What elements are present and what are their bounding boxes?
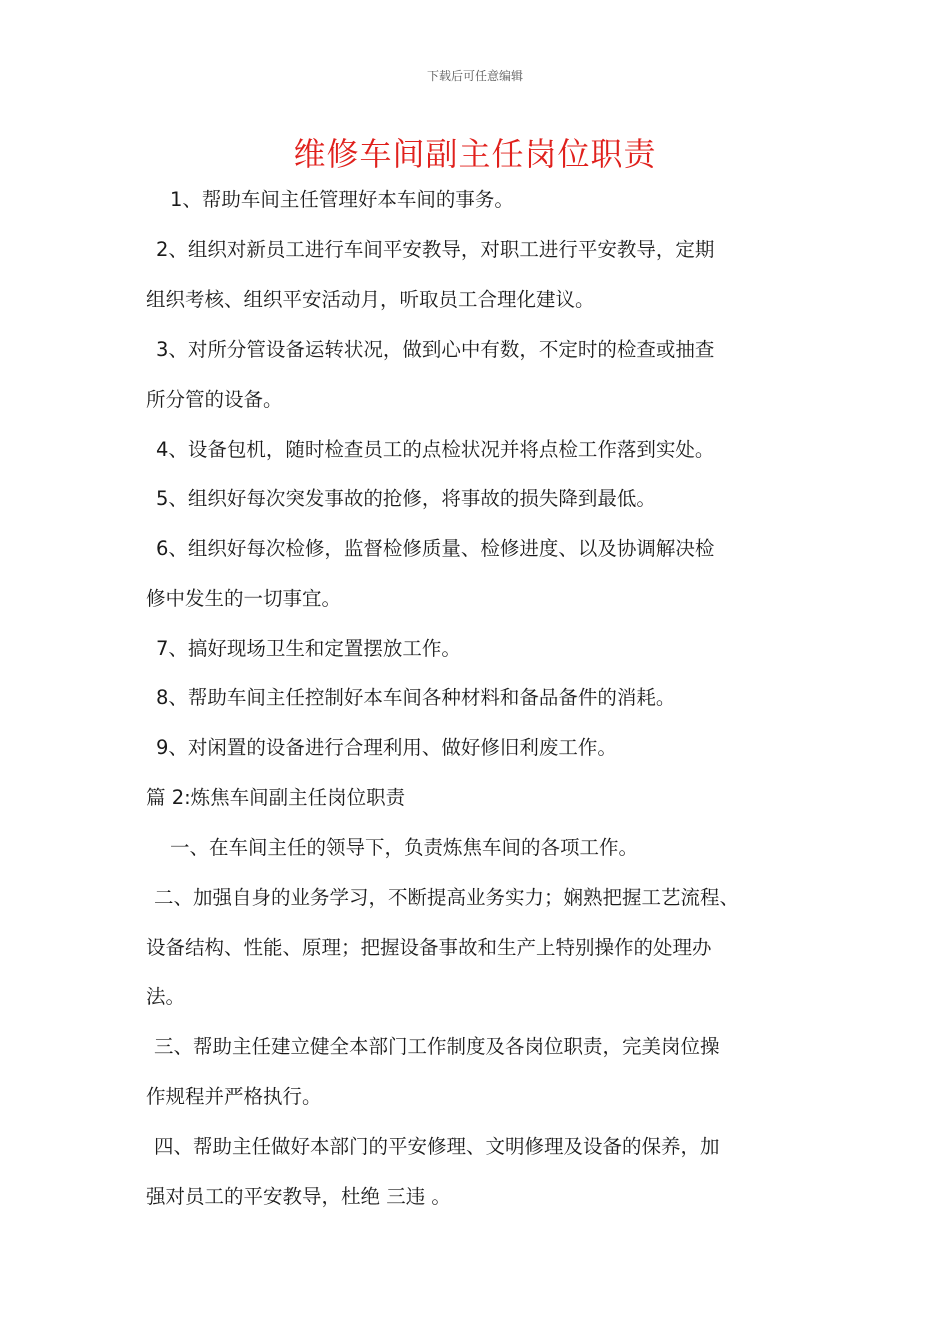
- paragraph-line: 修中发生的一切事宜。: [146, 587, 342, 610]
- paragraph-line: 组织考核、组织平安活动月，听取员工合理化建议。: [146, 288, 595, 311]
- section-heading: 篇 2:炼焦车间副主任岗位职责: [146, 786, 406, 809]
- paragraph-line: 5、组织好每次突发事故的抢修，将事故的损失降到最低。: [156, 487, 656, 510]
- paragraph-line: 所分管的设备。: [146, 388, 283, 411]
- paragraph-line: 三、帮助主任建立健全本部门工作制度及各岗位职责，完美岗位操: [154, 1035, 720, 1058]
- paragraph-line: 一、在车间主任的领导下，负责炼焦车间的各项工作。: [170, 836, 639, 859]
- paragraph-line: 法。: [146, 985, 186, 1008]
- paragraph-line: 1、帮助车间主任管理好本车间的事务。: [170, 188, 514, 211]
- paragraph-line: 二、加强自身的业务学习，不断提高业务实力；娴熟把握工艺流程、: [154, 886, 740, 909]
- paragraph-line: 作规程并严格执行。: [146, 1085, 322, 1108]
- paragraph-line: 四、帮助主任做好本部门的平安修理、文明修理及设备的保养，加: [154, 1135, 720, 1158]
- paragraph-line: 6、组织好每次检修，监督检修质量、检修进度、以及协调解决检: [156, 537, 715, 560]
- paragraph-line: 9、对闲置的设备进行合理利用、做好修旧利废工作。: [156, 736, 617, 759]
- paragraph-line: 强对员工的平安教导，杜绝 三违 。: [146, 1185, 451, 1208]
- paragraph-line: 3、对所分管设备运转状况，做到心中有数，不定时的检查或抽查: [156, 338, 715, 361]
- paragraph-line: 4、设备包机，随时检查员工的点检状况并将点检工作落到实处。: [156, 438, 715, 461]
- paragraph-line: 7、搞好现场卫生和定置摆放工作。: [156, 637, 461, 660]
- header-note: 下载后可任意编辑: [426, 69, 523, 83]
- document-title: 维修车间副主任岗位职责: [293, 135, 657, 173]
- paragraph-line: 8、帮助车间主任控制好本车间各种材料和备品备件的消耗。: [156, 686, 676, 709]
- paragraph-line: 2、组织对新员工进行车间平安教导，对职工进行平安教导，定期: [156, 238, 715, 261]
- paragraph-line: 设备结构、性能、原理；把握设备事故和生产上特别操作的处理办: [146, 936, 712, 959]
